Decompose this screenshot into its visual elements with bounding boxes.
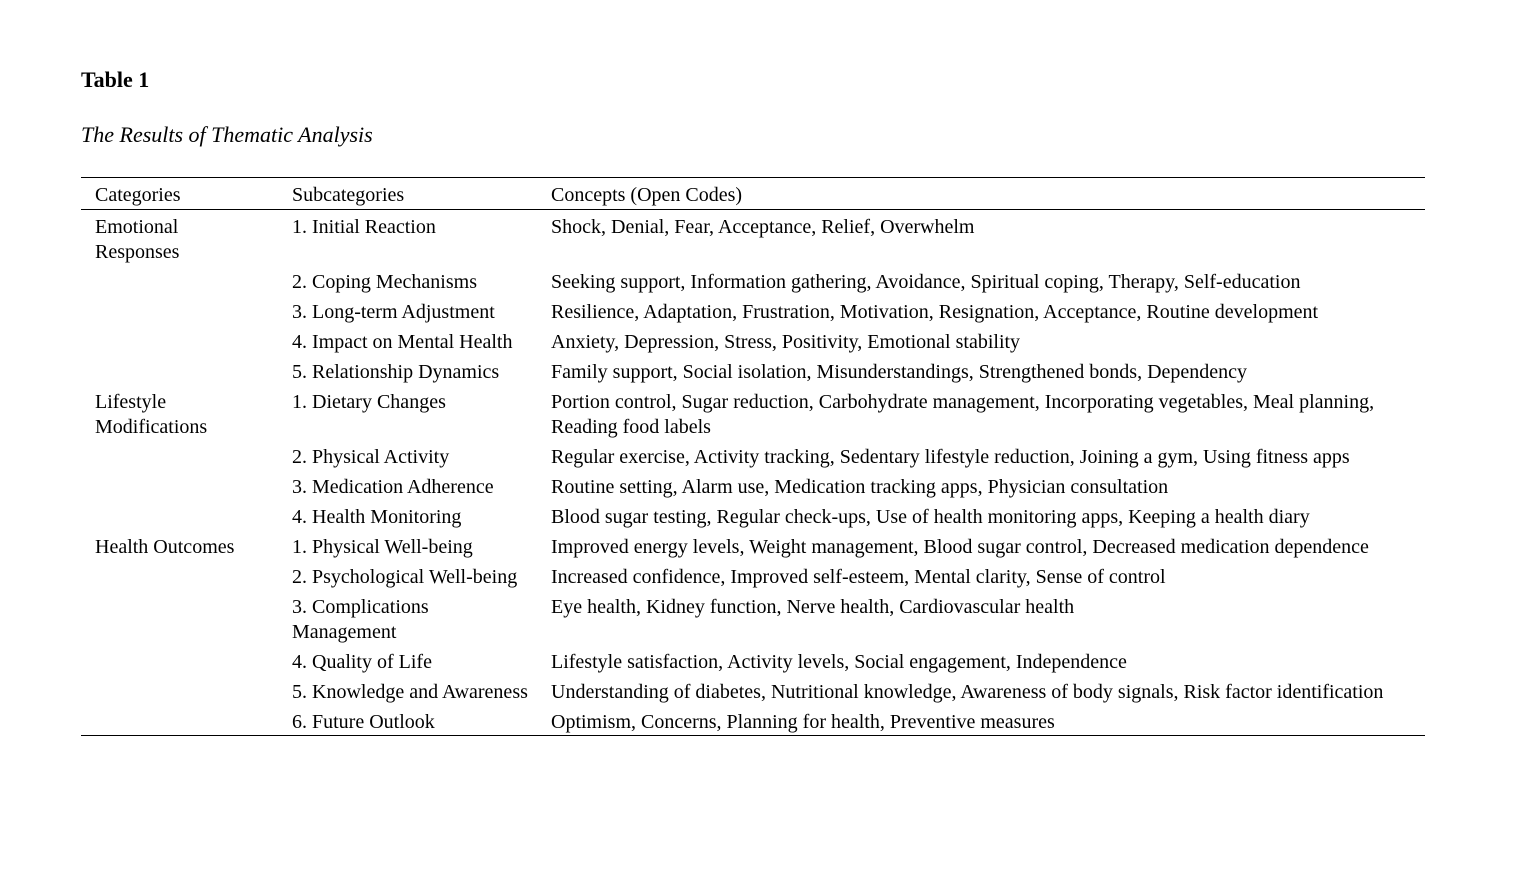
category-cell xyxy=(81,500,292,530)
header-subcategories: Subcategories xyxy=(292,178,551,210)
subcategory-cell: 1. Initial Reaction xyxy=(292,216,436,238)
subcategory-cell: 1. Physical Well-being xyxy=(292,536,473,558)
category-cell xyxy=(81,440,292,470)
subcategory-cell: 5. Knowledge and Awareness xyxy=(292,681,528,703)
concepts-cell: Seeking support, Information gathering, Avoidance, Spiritual coping, Therapy, Self-education xyxy=(551,271,1301,293)
subcategory-cell: 5. Relationship Dynamics xyxy=(292,361,500,383)
table-row xyxy=(81,500,1425,530)
table-row xyxy=(81,295,1425,325)
table-row xyxy=(81,560,1425,590)
category-cell: Health Outcomes xyxy=(95,536,235,558)
category-cell xyxy=(81,325,292,355)
category-cell xyxy=(81,705,292,736)
subcategory-cell: 6. Future Outlook xyxy=(292,705,551,736)
subcategory-cell: 3. Medication Adherence xyxy=(292,476,494,498)
table-row xyxy=(81,530,1425,560)
subcategory-cell: 4. Quality of Life xyxy=(292,651,432,673)
concepts-cell: Routine setting, Alarm use, Medication tracking apps, Physician consultation xyxy=(551,476,1169,498)
concepts-cell: Family support, Social isolation, Misunderstandings, Strengthened bonds, Dependency xyxy=(551,361,1248,383)
category-cell xyxy=(81,645,292,675)
table-label: Table 1 xyxy=(81,67,150,92)
category-cell xyxy=(81,560,292,590)
category-cell xyxy=(81,675,292,705)
subcategory-cell: 3. Complications Management xyxy=(292,596,429,643)
concepts-cell: Optimism, Concerns, Planning for health, Preventive measures xyxy=(551,705,1425,736)
table-row xyxy=(81,325,1425,355)
header-categories: Categories xyxy=(81,178,292,210)
concepts-cell: Shock, Denial, Fear, Acceptance, Relief, Overwhelm xyxy=(551,216,975,238)
concepts-cell: Resilience, Adaptation, Frustration, Motivation, Resignation, Acceptance, Routine development xyxy=(551,301,1319,323)
concepts-cell: Eye health, Kidney function, Nerve health, Cardiovascular health xyxy=(551,596,1075,618)
subcategory-cell: 2. Physical Activity xyxy=(292,446,450,468)
subcategory-cell: 2. Psychological Well-being xyxy=(292,566,518,588)
subcategory-cell: 4. Health Monitoring xyxy=(292,506,462,528)
table-row xyxy=(81,590,1425,645)
concepts-cell: Increased confidence, Improved self-esteem, Mental clarity, Sense of control xyxy=(551,566,1166,588)
category-cell: Emotional Responses xyxy=(95,216,180,263)
table-row xyxy=(81,675,1425,705)
subcategory-cell: 4. Impact on Mental Health xyxy=(292,331,513,353)
subcategory-cell: 1. Dietary Changes xyxy=(292,391,446,413)
subcategory-cell: 2. Coping Mechanisms xyxy=(292,271,477,293)
category-cell xyxy=(81,355,292,385)
category-cell xyxy=(81,590,292,645)
table-row xyxy=(81,265,1425,295)
table-header-row xyxy=(81,178,1425,210)
concepts-cell: Regular exercise, Activity tracking, Sedentary lifestyle reduction, Joining a gym, Using fitness apps xyxy=(551,446,1350,468)
concepts-cell: Understanding of diabetes, Nutritional knowledge, Awareness of body signals, Risk factor identification xyxy=(551,681,1384,703)
table-row xyxy=(81,385,1425,440)
category-cell xyxy=(81,470,292,500)
concepts-cell: Improved energy levels, Weight management, Blood sugar control, Decreased medication dependence xyxy=(551,536,1369,558)
subcategory-cell: 3. Long-term Adjustment xyxy=(292,301,495,323)
table-title: The Results of Thematic Analysis xyxy=(81,122,373,147)
concepts-cell: Blood sugar testing, Regular check-ups, Use of health monitoring apps, Keeping a health diary xyxy=(551,506,1310,528)
table-row xyxy=(81,210,1425,266)
thematic-analysis-table xyxy=(81,177,1425,736)
table-row xyxy=(81,440,1425,470)
table-row xyxy=(81,470,1425,500)
concepts-cell: Lifestyle satisfaction, Activity levels, Social engagement, Independence xyxy=(551,651,1127,673)
table-row xyxy=(81,645,1425,675)
header-concepts: Concepts (Open Codes) xyxy=(551,178,1425,210)
concepts-cell: Portion control, Sugar reduction, Carbohydrate management, Incorporating vegetables, Meal planning, Reading food labels xyxy=(551,391,1375,438)
table-row xyxy=(81,355,1425,385)
category-cell xyxy=(81,265,292,295)
category-cell xyxy=(81,295,292,325)
category-cell: Lifestyle Modifications xyxy=(95,391,208,438)
concepts-cell: Anxiety, Depression, Stress, Positivity, Emotional stability xyxy=(551,331,1021,353)
table-row xyxy=(81,705,1425,736)
